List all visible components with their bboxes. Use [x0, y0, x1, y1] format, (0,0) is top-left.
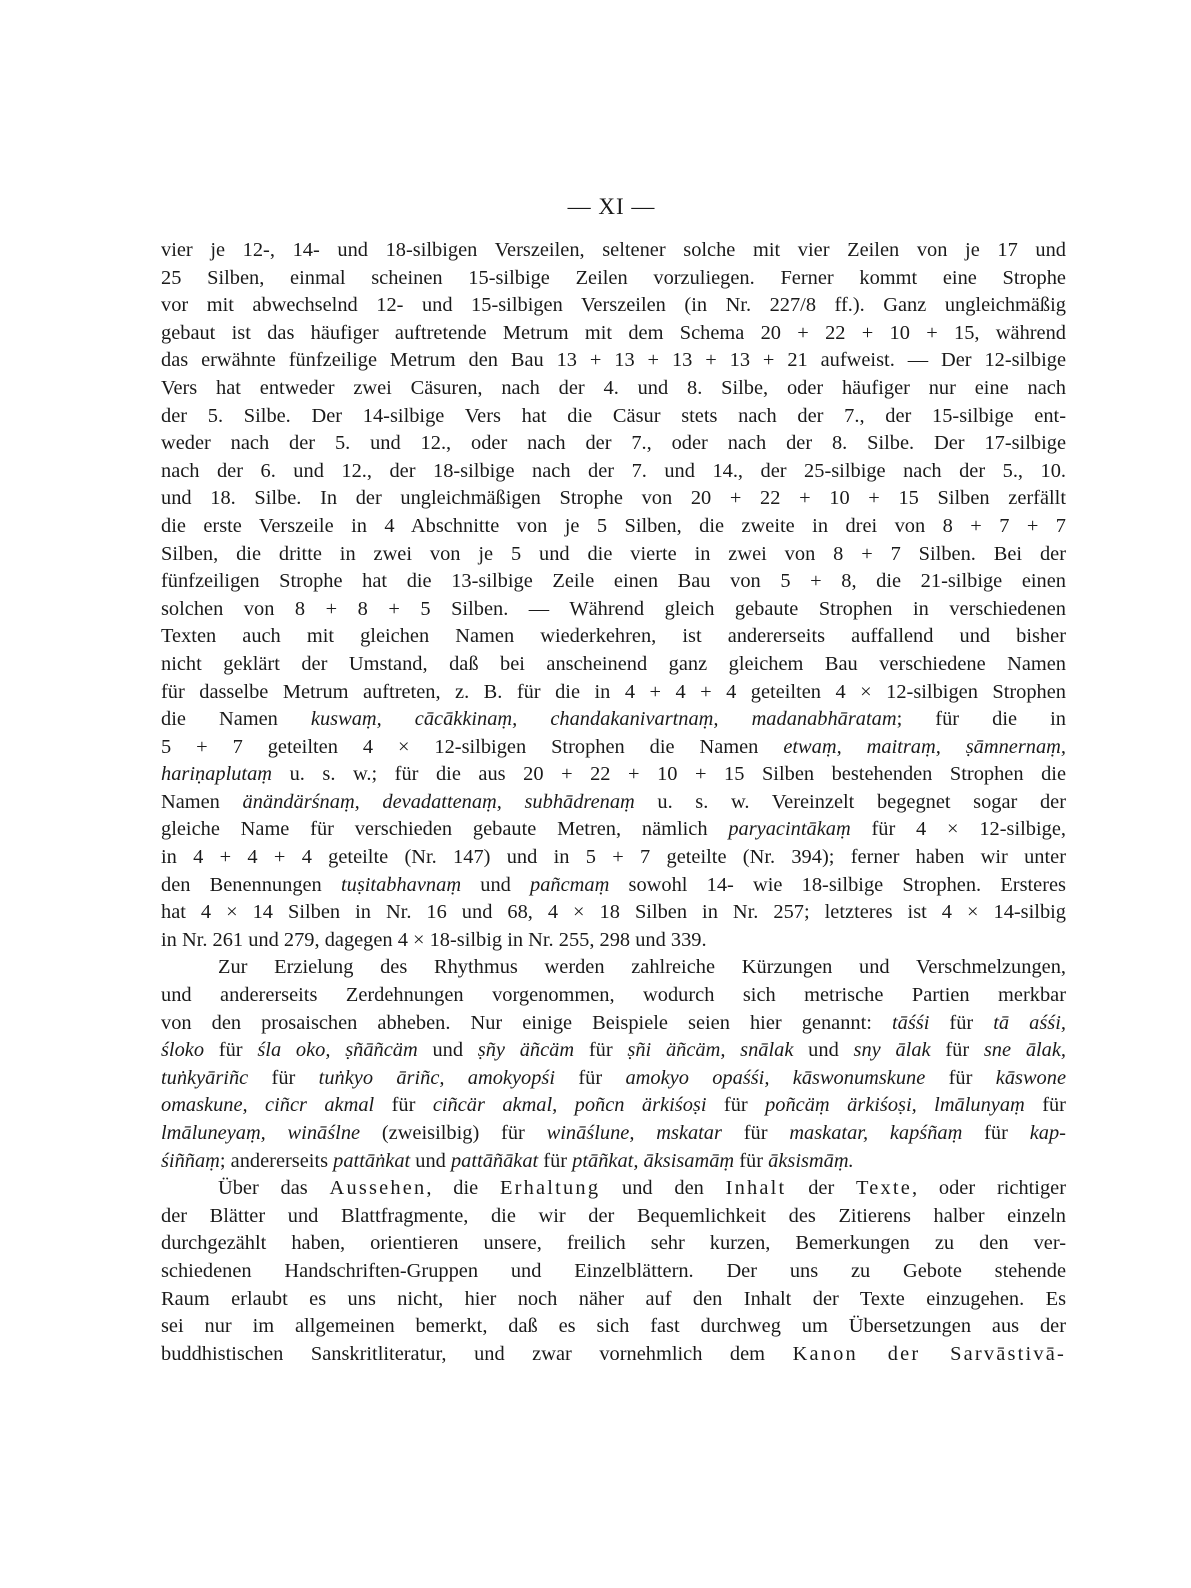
- italic-term: maskatar, kapśñaṃ: [789, 1122, 963, 1144]
- italic-term: lmāluneyaṃ, wināślne: [161, 1122, 361, 1144]
- page-number: — XI —: [567, 194, 656, 219]
- text-segment: vor mit abwechselnd 12- und 15-silbigen Verszeilen (in Nr. 227/8 ff.). Ganz ungleichmäßig: [161, 294, 1066, 317]
- spaced-emphasis: Texte: [856, 1177, 913, 1200]
- text-line: [161, 541, 1066, 569]
- italic-term: etwaṃ, maitraṃ, ṣāmnernaṃ,: [783, 735, 1066, 758]
- text-segment: und andererseits Zerdehnungen vorgenommen, wodurch sich metrische Partien merkbar: [161, 984, 1066, 1007]
- text-line: [161, 375, 1066, 403]
- text-segment: den Benennungen: [161, 873, 341, 896]
- italic-term: tuṅkyo āriñc, amokyopśi: [318, 1066, 556, 1089]
- italic-term: tā aśśi,: [993, 1011, 1066, 1034]
- text-line: [161, 1286, 1066, 1314]
- text-segment: für: [734, 1149, 769, 1172]
- text-line: [161, 623, 1066, 651]
- text-line: [161, 1258, 1066, 1286]
- italic-term: sne ālak,: [983, 1039, 1067, 1062]
- text-segment: 5 + 7 geteilten 4 × 12-silbigen Strophen die Namen: [161, 735, 784, 758]
- text-segment: für: [721, 1122, 790, 1144]
- text-line: [161, 706, 1066, 734]
- italic-term: pattāṅkat: [333, 1149, 411, 1172]
- text-line: [161, 927, 1066, 955]
- text-segment: gebaut ist das häufiger auftretende Metrum mit dem Schema 20 + 22 + 10 + 15, während: [161, 321, 1066, 344]
- text-line: [161, 734, 1066, 762]
- text-segment: vier je 12-, 14- und 18-silbigen Verszeilen, seltener solche mit vier Zeilen von je 17 und: [161, 239, 1066, 261]
- italic-term: änändärśnaṃ, devadattenaṃ, subhādrenaṃ: [242, 790, 635, 813]
- text-segment: , oder richtiger: [912, 1177, 1067, 1200]
- italic-term: wināślune, mskatar: [546, 1122, 722, 1144]
- text-line: [161, 320, 1066, 348]
- italic-term: omaskune, ciñcr akmal: [161, 1094, 375, 1117]
- body-text: [161, 237, 1066, 1368]
- italic-term: pattāñākat: [450, 1149, 539, 1172]
- text-line: [161, 899, 1066, 927]
- text-segment: Texten auch mit gleichen Namen wiederkehren, ist andererseits auffallend und bisher: [161, 625, 1066, 648]
- text-segment: für: [1024, 1094, 1066, 1117]
- text-segment: ; andererseits: [219, 1149, 334, 1172]
- italic-term: paryacintākaṃ: [728, 818, 851, 841]
- italic-term: ṣñi äñcäm, snālak: [627, 1039, 794, 1062]
- text-segment: die Namen: [161, 708, 311, 731]
- italic-term: śiññaṃ: [161, 1149, 220, 1172]
- italic-term: kuswaṃ, cācākkinaṃ, chandakanivartnaṃ, madanabhāratam: [310, 708, 897, 731]
- text-segment: für: [248, 1066, 319, 1089]
- italic-term: ṣñy äñcäm: [477, 1039, 575, 1062]
- spaced-emphasis: Inhalt: [725, 1177, 787, 1200]
- text-segment: nicht geklärt der Umstand, daß bei anscheinend ganz gleichem Bau verschiedene Namen: [161, 652, 1066, 675]
- text-segment: gleiche Name für verschieden gebaute Metren, nämlich: [161, 818, 729, 841]
- text-segment: ; für die in: [896, 708, 1066, 731]
- text-segment: nach der 6. und 12., der 18-silbige nach der 7. und 14., der 25-silbige nach der 5., 10.: [161, 459, 1066, 482]
- text-segment: in Nr. 261 und 279, dagegen 4 × 18-silbig in Nr. 255, 298 und 339.: [161, 928, 707, 951]
- text-line: [161, 1175, 1066, 1203]
- italic-term: tuṅkyāriñc: [161, 1066, 249, 1089]
- text-line: [161, 430, 1066, 458]
- text-segment: Über das: [218, 1177, 330, 1200]
- text-line: [161, 265, 1066, 293]
- text-segment: und: [793, 1039, 854, 1062]
- text-segment: für: [538, 1149, 573, 1172]
- text-segment: (zweisilbig) für: [360, 1122, 547, 1144]
- text-segment: für: [706, 1094, 766, 1117]
- text-line: [161, 1120, 1066, 1148]
- italic-term: kāswone: [995, 1066, 1066, 1089]
- text-segment: weder nach der 5. und 12., oder nach der 7., oder nach der 8. Silbe. Der 17-silbige: [161, 432, 1066, 455]
- text-segment: sei nur im allgemeinen bemerkt, daß es sich fast durchweg um Übersetzungen aus der: [161, 1315, 1066, 1338]
- text-segment: Silben, die dritte in zwei von je 5 und die vierte in zwei von 8 + 7 Silben. Bei der: [161, 542, 1066, 565]
- text-segment: in 4 + 4 + 4 geteilte (Nr. 147) und in 5 + 7 geteilte (Nr. 394); ferner haben wir unter: [161, 846, 1066, 869]
- text-segment: die erste Verszeile in 4 Abschnitte von je 5 Silben, die zweite in drei von 8 + 7 + 7: [161, 514, 1066, 537]
- italic-term: śla oko, ṣñāñcäm: [257, 1039, 418, 1062]
- italic-term: tāśśi: [891, 1011, 930, 1034]
- text-line: [161, 872, 1066, 900]
- text-line: [161, 982, 1066, 1010]
- text-line: [161, 1010, 1066, 1038]
- text-segment: fünfzeiligen Strophe hat die 13-silbige Zeile einen Bau von 5 + 8, die 21-silbige einen: [161, 570, 1066, 593]
- text-line: [161, 954, 1066, 982]
- italic-term: hariṇaplutaṃ: [161, 763, 273, 786]
- text-line: [161, 761, 1066, 789]
- spaced-emphasis: Erhaltung: [500, 1177, 601, 1200]
- text-segment: für: [962, 1122, 1030, 1144]
- text-line: [161, 1203, 1066, 1231]
- text-segment: hat 4 × 14 Silben in Nr. 16 und 68, 4 × 18 Silben in Nr. 257; letzteres ist 4 × 14-silbig: [161, 901, 1066, 924]
- text-line: [161, 844, 1066, 872]
- text-segment: für: [555, 1066, 626, 1089]
- italic-term: sny ālak: [853, 1039, 931, 1062]
- text-line: [161, 237, 1066, 265]
- italic-term: ptāñkat, āksisamāṃ: [572, 1149, 735, 1172]
- text-segment: schiedenen Handschriften-Gruppen und Einzelblättern. Der uns zu Gebote stehende: [161, 1259, 1066, 1282]
- text-segment: solchen von 8 + 8 + 5 Silben. — Während gleich gebaute Strophen in verschiedenen: [161, 597, 1066, 620]
- text-line: [161, 568, 1066, 596]
- italic-term: ciñcär akmal, poñcn ärkiśoṣi: [432, 1094, 707, 1117]
- text-line: [161, 596, 1066, 624]
- italic-term: śloko: [161, 1039, 205, 1062]
- text-line: [161, 1092, 1066, 1120]
- text-line: [161, 485, 1066, 513]
- text-segment: und: [410, 1149, 451, 1172]
- text-segment: und 18. Silbe. In der ungleichmäßigen Strophe von 20 + 22 + 10 + 15 Silben zerfällt: [161, 487, 1066, 510]
- text-segment: buddhistischen Sanskritliteratur, und zwar vornehmlich dem: [161, 1342, 793, 1365]
- text-line: [161, 513, 1066, 541]
- text-line: [161, 651, 1066, 679]
- text-segment: und den: [600, 1177, 726, 1200]
- text-segment: 25 Silben, einmal scheinen 15-silbige Zeilen vorzuliegen. Ferner kommt eine Strophe: [161, 266, 1066, 289]
- text-segment: u. s. w. Vereinzelt begegnet sogar der: [634, 790, 1066, 813]
- text-segment: für: [929, 1011, 994, 1034]
- italic-term: tuṣitabhavnaṃ: [340, 873, 462, 896]
- spaced-emphasis: Kanon der Sarvāstivā-: [792, 1342, 1066, 1365]
- text-segment: u. s. w.; für die aus 20 + 22 + 10 + 15 Silben bestehenden Strophen die: [272, 763, 1066, 786]
- italic-term: kap-: [1029, 1122, 1066, 1144]
- text-line: [161, 816, 1066, 844]
- text-segment: für: [574, 1039, 628, 1062]
- text-line: [161, 1341, 1066, 1369]
- text-line: [161, 679, 1066, 707]
- text-line: [161, 1037, 1066, 1065]
- text-segment: für 4 × 12-silbige,: [850, 818, 1066, 841]
- text-line: [161, 403, 1066, 431]
- text-segment: Zur Erzielung des Rhythmus werden zahlreiche Kürzungen und Verschmelzungen,: [218, 956, 1066, 979]
- text-line: [161, 1230, 1066, 1258]
- text-segment: Raum erlaubt es uns nicht, hier noch näher auf den Inhalt der Texte einzugehen. Es: [161, 1287, 1066, 1310]
- text-segment: und: [417, 1039, 478, 1062]
- italic-term: amokyo opaśśi, kāswonumskune: [625, 1066, 926, 1089]
- text-segment: für: [925, 1066, 996, 1089]
- spaced-emphasis: Aussehen: [329, 1177, 427, 1200]
- text-line: [161, 458, 1066, 486]
- text-segment: das erwähnte fünfzeilige Metrum den Bau 13 + 13 + 13 + 13 + 21 aufweist. — Der 12-silbige: [161, 349, 1066, 372]
- text-segment: der 5. Silbe. Der 14-silbige Vers hat die Cäsur stets nach der 7., der 15-silbige ent-: [161, 404, 1066, 427]
- text-line: [161, 347, 1066, 375]
- text-segment: der: [786, 1177, 857, 1200]
- text-line: [161, 1148, 1066, 1176]
- text-segment: sowohl 14- wie 18-silbige Strophen. Ersteres: [609, 873, 1066, 896]
- text-segment: für dasselbe Metrum auftreten, z. B. für die in 4 + 4 + 4 geteilten 4 × 12-silbigen Strophen: [161, 680, 1066, 703]
- italic-term: poñcäṃ ärkiśoṣi, lmālunyaṃ: [765, 1094, 1025, 1117]
- text-segment: von den prosaischen abheben. Nur einige Beispiele seien hier genannt:: [161, 1011, 892, 1034]
- text-segment: , die: [426, 1177, 501, 1200]
- text-segment: für: [374, 1094, 433, 1117]
- text-segment: Namen: [161, 790, 243, 813]
- italic-term: āksismāṃ.: [768, 1149, 854, 1172]
- text-line: [161, 1313, 1066, 1341]
- text-line: [161, 789, 1066, 817]
- text-segment: und: [461, 873, 531, 896]
- text-segment: Vers hat entweder zwei Cäsuren, nach der 4. und 8. Silbe, oder häufiger nur eine nach: [161, 376, 1066, 399]
- text-line: [161, 292, 1066, 320]
- text-segment: durchgezählt haben, orientieren unsere, freilich sehr kurzen, Bemerkungen zu den ver-: [161, 1232, 1066, 1255]
- text-segment: für: [930, 1039, 984, 1062]
- italic-term: pañcmaṃ: [530, 873, 610, 896]
- text-segment: der Blätter und Blattfragmente, die wir der Bequemlichkeit des Zitierens halber einzeln: [161, 1204, 1066, 1227]
- text-segment: für: [204, 1039, 258, 1062]
- text-line: [161, 1065, 1066, 1093]
